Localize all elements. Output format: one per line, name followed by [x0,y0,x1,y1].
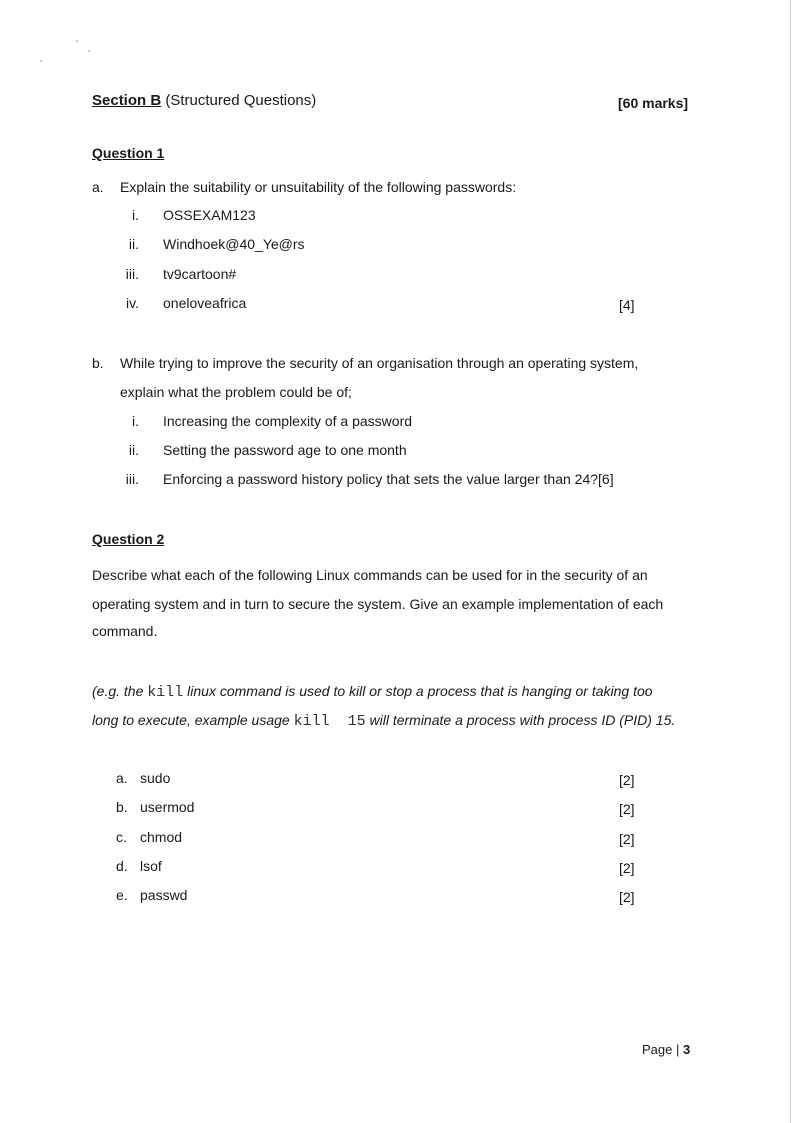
q1a-item-number: iii. [125,266,139,282]
scan-speck [88,50,90,52]
q2-item-command: lsof [140,858,162,874]
scan-speck [40,60,42,62]
q2-intro-line1: Describe what each of the following Linux commands can be used for in the security of an [92,567,648,583]
q1a-item-text: Windhoek@40_Ye@rs [163,236,305,252]
q2-item-label: b. [116,799,128,815]
q1a-item-text: oneloveafrica [163,295,247,311]
q2-item-label: c. [116,829,127,845]
q2-item-label: a. [116,770,128,786]
section-total-marks: [60 marks] [618,95,689,111]
q2-example-text: linux command is used to kill or stop a process that is hanging or taking too [183,683,653,699]
q2-item-label: e. [116,887,128,903]
section-heading [92,92,316,109]
q2-item-marks: [2] [619,801,635,817]
q2-item-marks: [2] [619,860,635,876]
q2-item-marks: [2] [619,831,635,847]
q1a-item-text: tv9cartoon# [163,266,237,282]
page-separator: | [676,1042,680,1057]
q1-part-b-text-line2: explain what the problem could be of; [120,384,352,400]
q2-item-command: chmod [140,829,183,845]
q2-example-code: kill [147,684,184,701]
q2-item-label: d. [116,858,128,874]
q1-part-b-label: b. [92,355,104,371]
q2-example-line1 [92,682,653,702]
q1b-item-text: Increasing the complexity of a password [163,413,413,429]
q2-item-command: passwd [140,887,188,903]
section-subtitle: (Structured Questions) [165,92,317,109]
section-title: Section B [92,92,162,109]
page-number: 3 [683,1042,691,1057]
page-label: Page [642,1042,673,1057]
q2-example-line2 [92,711,675,731]
scan-speck [76,40,78,42]
q1-part-b-text-line1: While trying to improve the security of an organisation through an operating system, [120,355,639,371]
q2-example-code: kill 15 [293,713,366,730]
q1a-item-number: ii. [128,236,139,252]
q1a-item-number: iv. [126,295,139,311]
q1-part-a-label: a. [92,179,104,195]
question-2-heading: Question 2 [92,531,165,547]
page-footer [642,1042,690,1057]
q1a-item-text: OSSEXAM123 [163,207,256,223]
q1a-marks: [4] [619,297,635,313]
q1b-item-number: iii. [125,471,139,487]
q2-item-command: sudo [140,770,171,786]
q2-example-text: long to execute, example usage [92,712,294,728]
question-1-heading: Question 1 [92,145,165,161]
q1b-item-number: ii. [128,442,139,458]
q1b-item-text: Setting the password age to one month [163,442,407,458]
q1-part-a-text: Explain the suitability or unsuitability of the following passwords: [120,179,517,195]
q2-intro-line3: command. [92,623,158,639]
page-edge [790,0,791,1123]
q1b-item-number: i. [132,413,139,429]
q2-item-marks: [2] [619,889,635,905]
q2-item-command: usermod [140,799,195,815]
q1a-item-number: i. [132,207,139,223]
q2-item-marks: [2] [619,772,635,788]
q2-example-text: (e.g. the [92,683,148,699]
q1b-item-text: Enforcing a password history policy that sets the value larger than 24?[6] [163,471,614,487]
q2-intro-line2: operating system and in turn to secure the system. Give an example implementation of each [92,596,664,612]
q2-example-text: will terminate a process with process ID (PID) 15. [365,712,676,728]
